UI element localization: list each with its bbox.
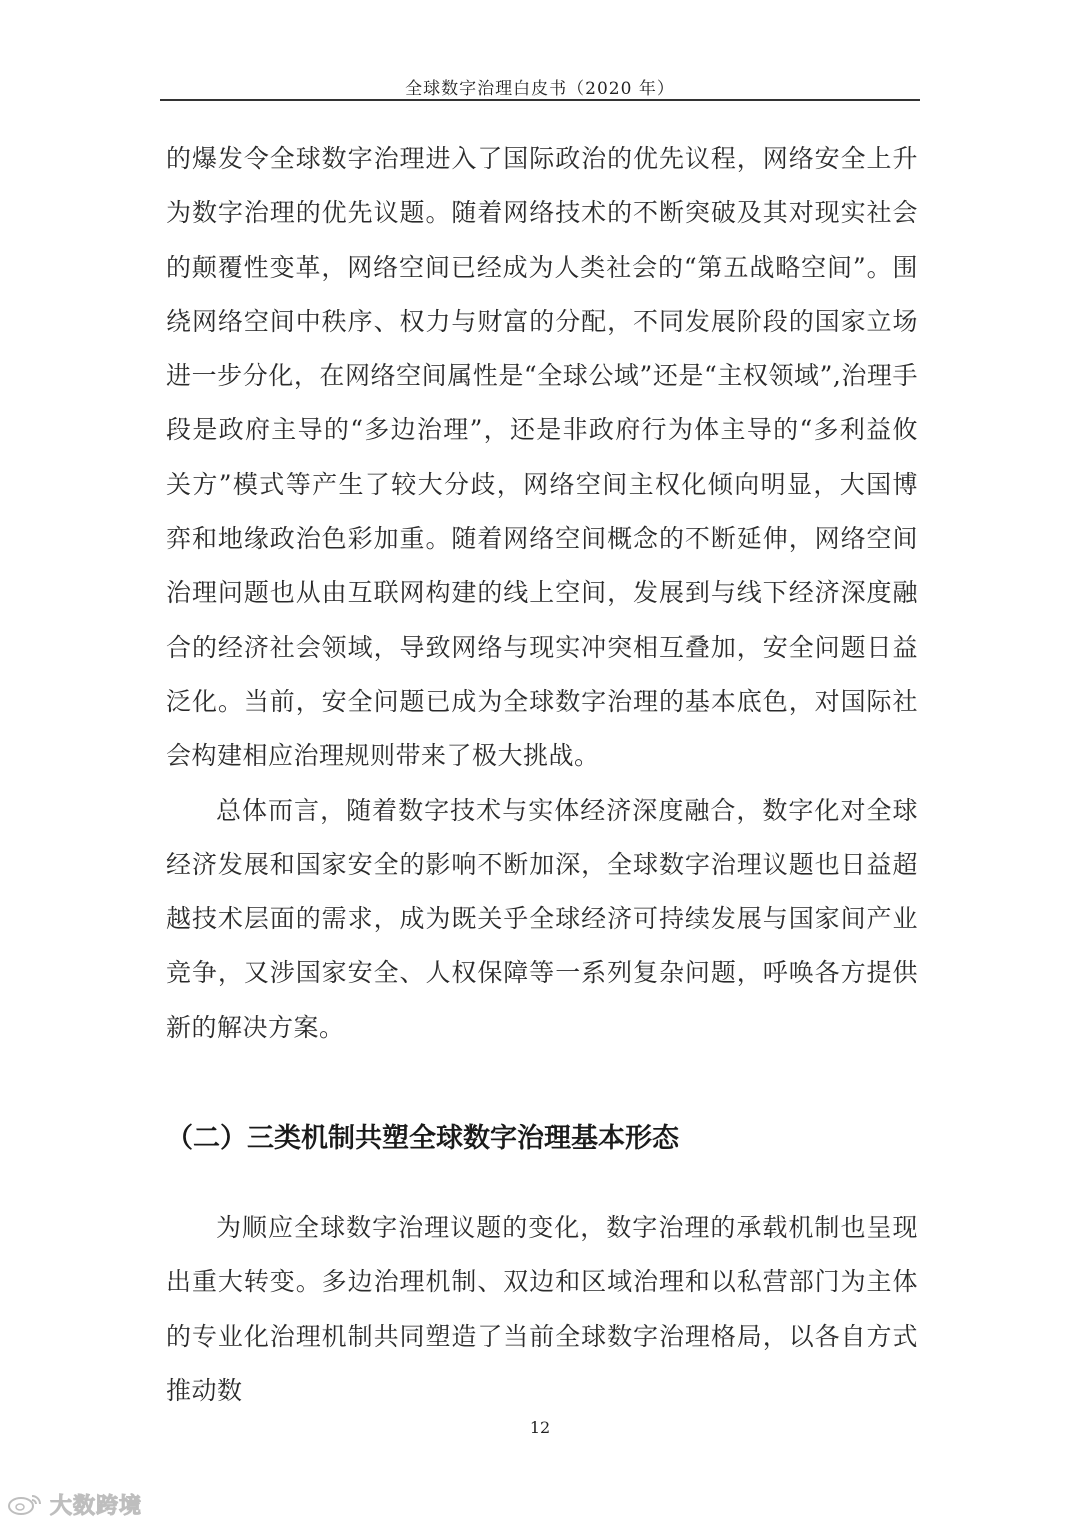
watermark-text: 大数跨境 — [50, 1493, 143, 1519]
weibo-logo-icon — [6, 1492, 44, 1516]
paragraph-continued: 的爆发令全球数字治理进入了国际政治的优先议程，网络安全上升为数字治理的优先议题。随着网络技术的不断突破及其对现实社会的颠覆性变革，网络空间已经成为人类社会的“第五战略空间”。围绕网络空间中秩序、权力与财富的分配，不同发展阶段的国家立场进一步分化，在网络空间属性是“全球公域”还是“主权领域”,治理手段是政府主导的“多边治理”，还是非政府行为体主导的“多利益攸关方”模式等产生了较大分歧，网络空间主权化倾向明显，大国博弈和地缘政治色彩加重。随着网络空间概念的不断延伸，网络空间治理问题也从由互联网构建的线上空间，发展到与线下经济深度融合的经济社会领域，导致网络与现实冲突相互叠加，安全问题日益泛化。当前，安全问题已成为全球数字治理的基本底色，对国际社会构建相应治理规则带来了极大挑战。 — [166, 144, 918, 771]
running-header: 全球数字治理白皮书（2020 年） — [405, 79, 675, 99]
body-text-top — [166, 132, 918, 1055]
header-rule — [160, 99, 920, 101]
body-text-bottom — [166, 1201, 918, 1418]
paragraph-summary: 总体而言，随着数字技术与实体经济深度融合，数字化对全球经济发展和国家安全的影响不断加深，全球数字治理议题也日益超越技术层面的需求，成为既关乎全球经济可持续发展与国家间产业竞争，又涉国家安全、人权保障等一系列复杂问题，呼唤各方提供新的解决方案。 — [166, 795, 918, 1042]
section-heading: （二）三类机制共塑全球数字治理基本形态 — [166, 1123, 679, 1154]
watermark — [6, 1488, 142, 1520]
page-number: 12 — [529, 1418, 551, 1437]
paragraph-mechanisms: 为顺应全球数字治理议题的变化，数字治理的承载机制也呈现出重大转变。多边治理机制、双边和区域治理和以私营部门为主体的专业化治理机制共同塑造了当前全球数字治理格局，以各自方式推动数 — [166, 1213, 918, 1405]
